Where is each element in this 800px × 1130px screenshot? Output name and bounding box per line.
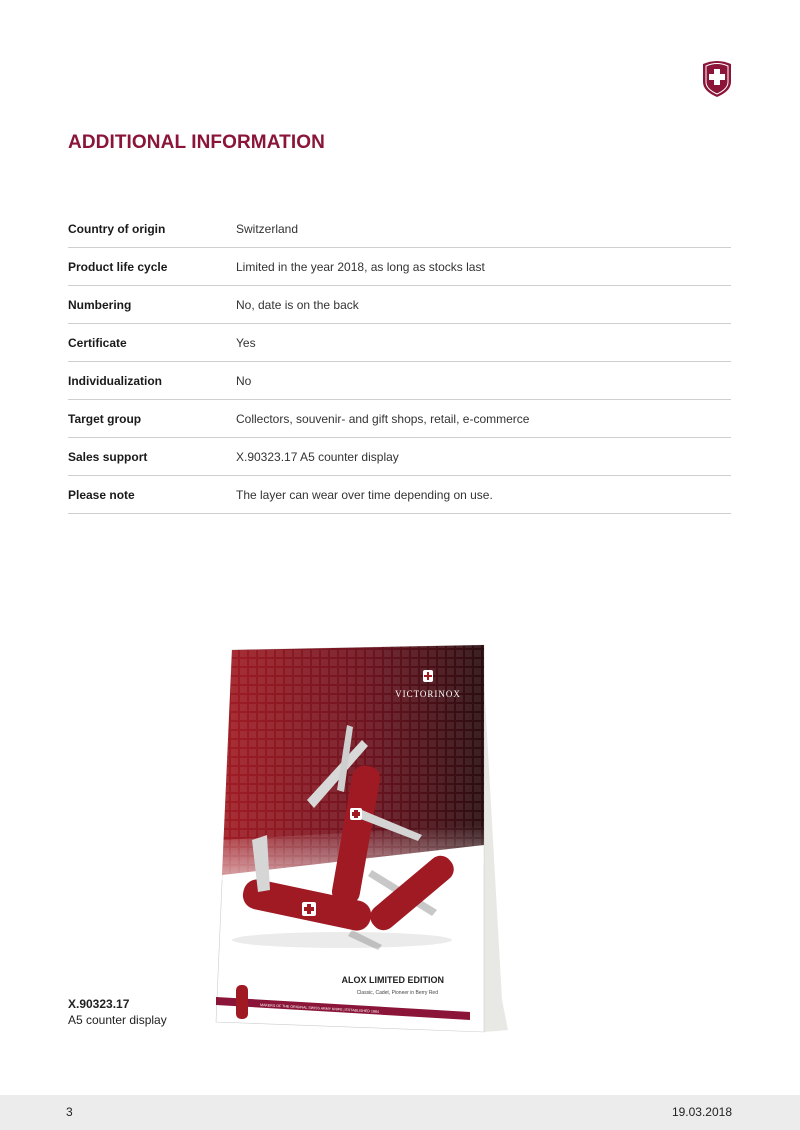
- table-row: [68, 362, 731, 400]
- display-band-text: MAKERS OF THE ORIGINAL SWISS ARMY KNIFE | ESTABLISHED 1884: [259, 1003, 380, 1014]
- row-label: Country of origin: [68, 221, 166, 236]
- row-label: Please note: [68, 487, 135, 502]
- row-value: No, date is on the back: [236, 297, 359, 312]
- row-value: Switzerland: [236, 221, 299, 236]
- table-row: [68, 210, 731, 248]
- row-value: Yes: [236, 335, 256, 350]
- row-value: Limited in the year 2018, as long as stocks last: [236, 259, 485, 274]
- page-footer: [0, 1095, 800, 1130]
- table-row: [68, 324, 731, 362]
- display-subline: Classic, Cadet, Pioneer in Berry Red: [356, 990, 438, 996]
- row-label: Product life cycle: [68, 259, 168, 274]
- table-row: [68, 400, 731, 438]
- page-title: ADDITIONAL INFORMATION: [68, 132, 325, 153]
- display-headline: ALOX LIMITED EDITION: [341, 975, 444, 985]
- table-row: [68, 248, 731, 286]
- victorinox-logo-icon: [701, 58, 733, 98]
- table-row: [68, 438, 731, 476]
- page-number: 3: [66, 1105, 73, 1119]
- row-value: The layer can wear over time depending on use.: [236, 487, 493, 502]
- counter-display-image: [212, 640, 512, 1042]
- image-caption: [68, 996, 167, 1028]
- row-label: Individualization: [68, 373, 163, 388]
- page-date: 19.03.2018: [671, 1105, 732, 1119]
- row-value: Collectors, souvenir- and gift shops, retail, e-commerce: [236, 411, 530, 426]
- row-label: Target group: [68, 411, 142, 426]
- row-value: X.90323.17 A5 counter display: [236, 449, 399, 464]
- row-label: Certificate: [68, 335, 127, 350]
- caption-text: A5 counter display: [68, 1013, 167, 1027]
- display-brand-logo: [423, 670, 433, 682]
- display-brand: VICTORINOX: [395, 689, 461, 699]
- row-label: Sales support: [68, 449, 148, 464]
- caption-code: X.90323.17: [68, 997, 130, 1011]
- row-label: Numbering: [68, 297, 132, 312]
- table-row: [68, 286, 731, 324]
- table-row: [68, 476, 731, 514]
- info-table: [68, 210, 731, 514]
- row-value: No: [236, 373, 252, 388]
